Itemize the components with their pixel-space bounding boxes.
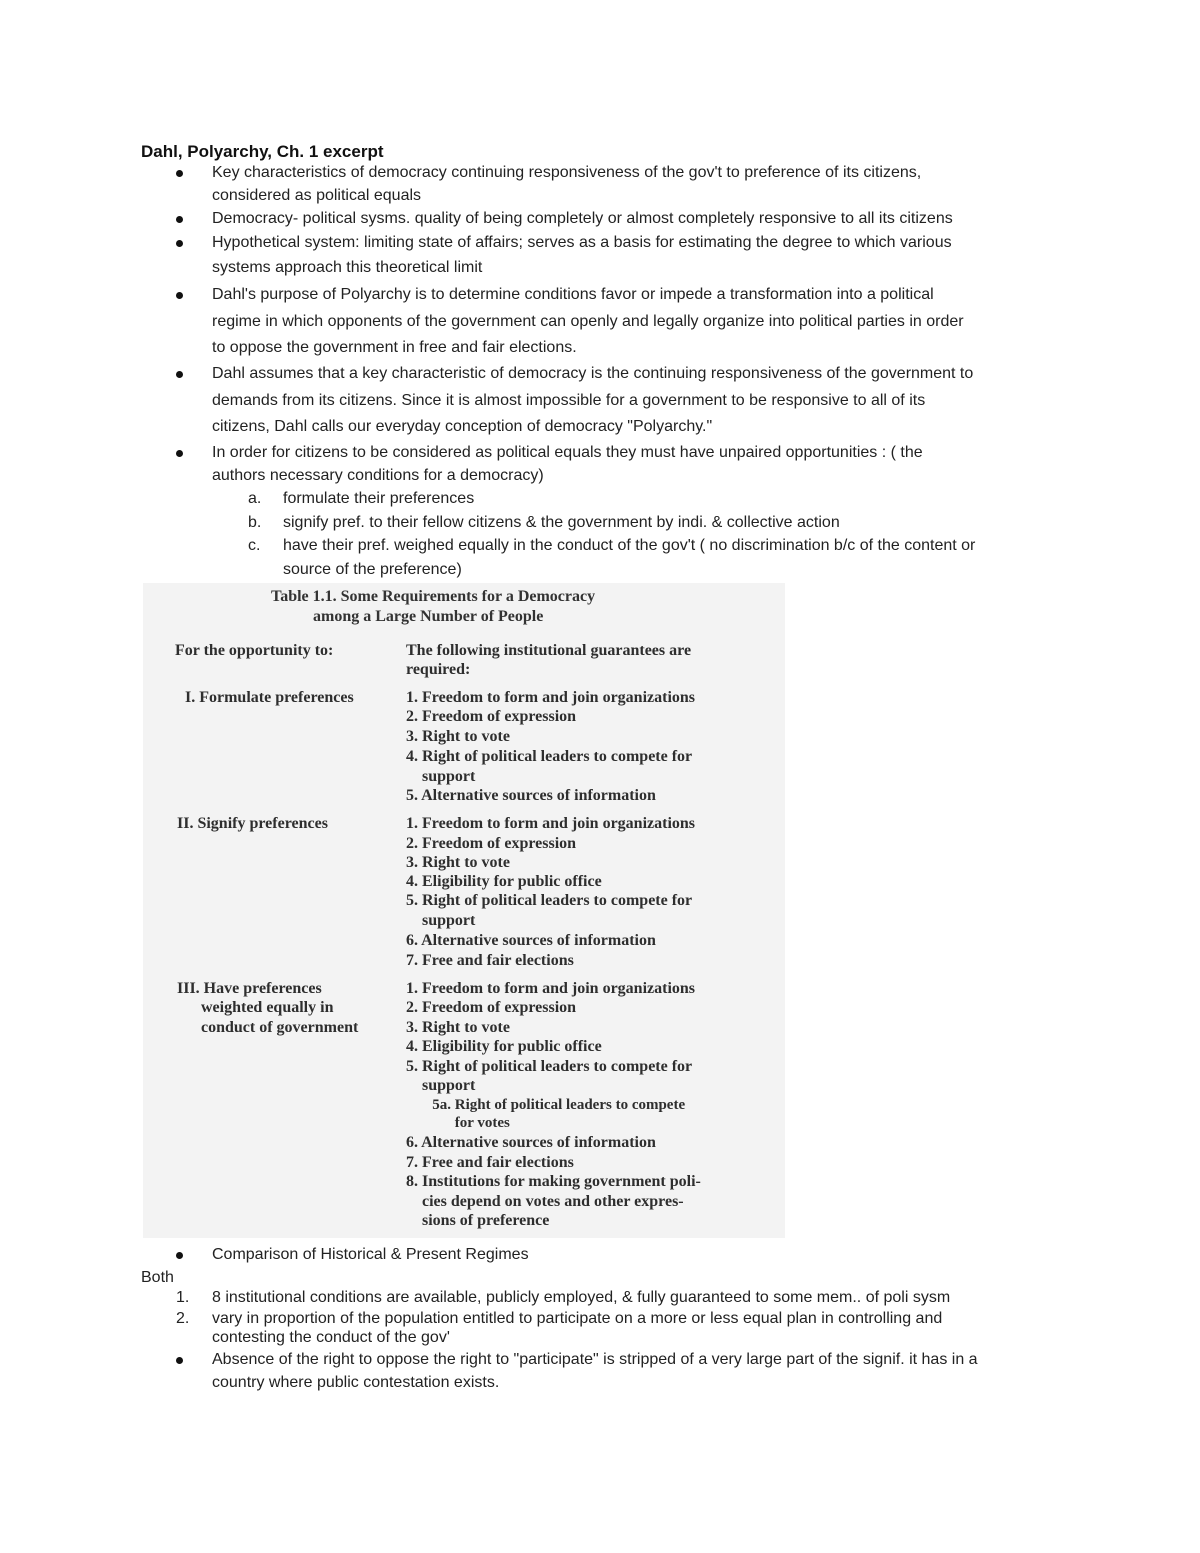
table-item: 3. Right to vote <box>406 854 510 871</box>
table-item: 1. Freedom to form and join organizations <box>406 815 696 832</box>
list-item-line: Comparison of Historical & Present Regimes <box>212 1246 529 1263</box>
table-col-header-right: required: <box>406 661 471 678</box>
list-item-line: authors necessary conditions for a democracy) <box>212 467 544 484</box>
list-item-line: country where public contestation exists. <box>212 1374 500 1391</box>
table-item: 5a. Right of political leaders to compete <box>406 1097 686 1113</box>
table-caption-sub: among a Large Number of People <box>313 608 544 625</box>
list-item-line: Dahl's purpose of Polyarchy is to determine conditions favor or impede a transformation into a political <box>212 286 934 303</box>
list-item-line: Hypothetical system: limiting state of affairs; serves as a basis for estimating the degree to which various <box>212 234 952 251</box>
both-label: Both <box>141 1269 174 1286</box>
sub-item-line: formulate their preferences <box>283 490 475 507</box>
table-item: 4. Right of political leaders to compete for <box>406 748 693 765</box>
table-item: 5. Right of political leaders to compete for <box>406 1058 693 1075</box>
table-item: 7. Free and fair elections <box>406 1154 574 1171</box>
numbered-item-line: contesting the conduct of the gov' <box>212 1329 450 1346</box>
table-group-label: II. Signify preferences <box>177 815 328 832</box>
list-item-line: citizens, Dahl calls our everyday conception of democracy "Polyarchy." <box>212 418 713 435</box>
table-item: sions of preference <box>406 1212 550 1229</box>
table-item: for votes <box>406 1115 510 1131</box>
list-item-line: Democracy- political sysms. quality of being completely or almost completely responsive to all its citizens <box>212 210 953 227</box>
table-item: 4. Eligibility for public office <box>406 873 602 890</box>
bullet-icon <box>176 371 183 378</box>
sub-item-line: signify pref. to their fellow citizens & the government by indi. & collective action <box>283 514 840 531</box>
list-item-line: In order for citizens to be considered as political equals they must have unpaired opportunities : ( the <box>212 444 923 461</box>
list-item-line: regime in which opponents of the government can openly and legally organize into political parties in order <box>212 313 964 330</box>
list-item-line: considered as political equals <box>212 187 422 204</box>
table-group-label: conduct of government <box>177 1019 359 1036</box>
table-item: 3. Right to vote <box>406 728 510 745</box>
table-item: 4. Eligibility for public office <box>406 1038 602 1055</box>
table-col-header-right: The following institutional guarantees are <box>406 642 692 659</box>
table-item: 2. Freedom of expression <box>406 835 577 852</box>
bullet-icon <box>176 292 183 299</box>
sub-item-marker: b. <box>248 514 262 531</box>
table-group-label: III. Have preferences <box>177 980 322 997</box>
sub-item-marker: a. <box>248 490 262 507</box>
bullet-icon <box>176 240 183 247</box>
table-caption: Table 1.1. Some Requirements for a Democracy <box>271 588 596 605</box>
table-group-label: weighted equally in <box>177 999 334 1016</box>
table-item: 5. Right of political leaders to compete for <box>406 892 693 909</box>
list-item-line: demands from its citizens. Since it is almost impossible for a government to be responsive to all of its <box>212 392 926 409</box>
numbered-item-line: 8 institutional conditions are available, publicly employed, & fully guaranteed to some mem.. of poli sysm <box>212 1289 951 1306</box>
list-item-line: Absence of the right to oppose the right to "participate" is stripped of a very large part of the signif. it has in a <box>212 1351 978 1368</box>
numbered-marker: 1. <box>176 1289 190 1306</box>
table-group-label: I. Formulate preferences <box>185 689 354 706</box>
table-item: 7. Free and fair elections <box>406 952 574 969</box>
table-item: support <box>406 912 476 929</box>
bullet-icon <box>176 1357 183 1364</box>
list-item-line: systems approach this theoretical limit <box>212 259 483 276</box>
table-item: 6. Alternative sources of information <box>406 932 656 949</box>
table-image <box>143 583 785 1238</box>
table-item: support <box>406 1077 476 1094</box>
sub-item-line: source of the preference) <box>283 561 462 578</box>
list-item-line: Key characteristics of democracy continuing responsiveness of the gov't to preference of its citizens, <box>212 164 922 181</box>
list-item-line: to oppose the government in free and fair elections. <box>212 339 577 356</box>
table-item: 2. Freedom of expression <box>406 999 577 1016</box>
table-item: 8. Institutions for making government poli- <box>406 1173 701 1190</box>
table-item: 3. Right to vote <box>406 1019 510 1036</box>
sub-item-line: have their pref. weighed equally in the conduct of the gov't ( no discrimination b/c of the content or <box>283 537 976 554</box>
table-col-header-left: For the opportunity to: <box>175 642 334 659</box>
table-item: 1. Freedom to form and join organizations <box>406 689 696 706</box>
sub-item-marker: c. <box>248 537 261 554</box>
table-item: 2. Freedom of expression <box>406 708 577 725</box>
numbered-item-line: vary in proportion of the population entitled to participate on a more or less equal plan in controlling and <box>212 1310 943 1327</box>
document-title: Dahl, Polyarchy, Ch. 1 excerpt <box>141 142 384 161</box>
bullet-icon <box>176 170 183 177</box>
table-item: support <box>406 768 476 785</box>
bullet-icon <box>176 216 183 223</box>
table-item: 5. Alternative sources of information <box>406 787 656 804</box>
table-item: 6. Alternative sources of information <box>406 1134 656 1151</box>
table-item: 1. Freedom to form and join organizations <box>406 980 696 997</box>
table-item: cies depend on votes and other expres- <box>406 1193 684 1210</box>
bullet-icon <box>176 450 183 457</box>
bullet-icon <box>176 1252 183 1259</box>
list-item-line: Dahl assumes that a key characteristic of democracy is the continuing responsiveness of the government to <box>212 365 974 382</box>
numbered-marker: 2. <box>176 1310 190 1327</box>
